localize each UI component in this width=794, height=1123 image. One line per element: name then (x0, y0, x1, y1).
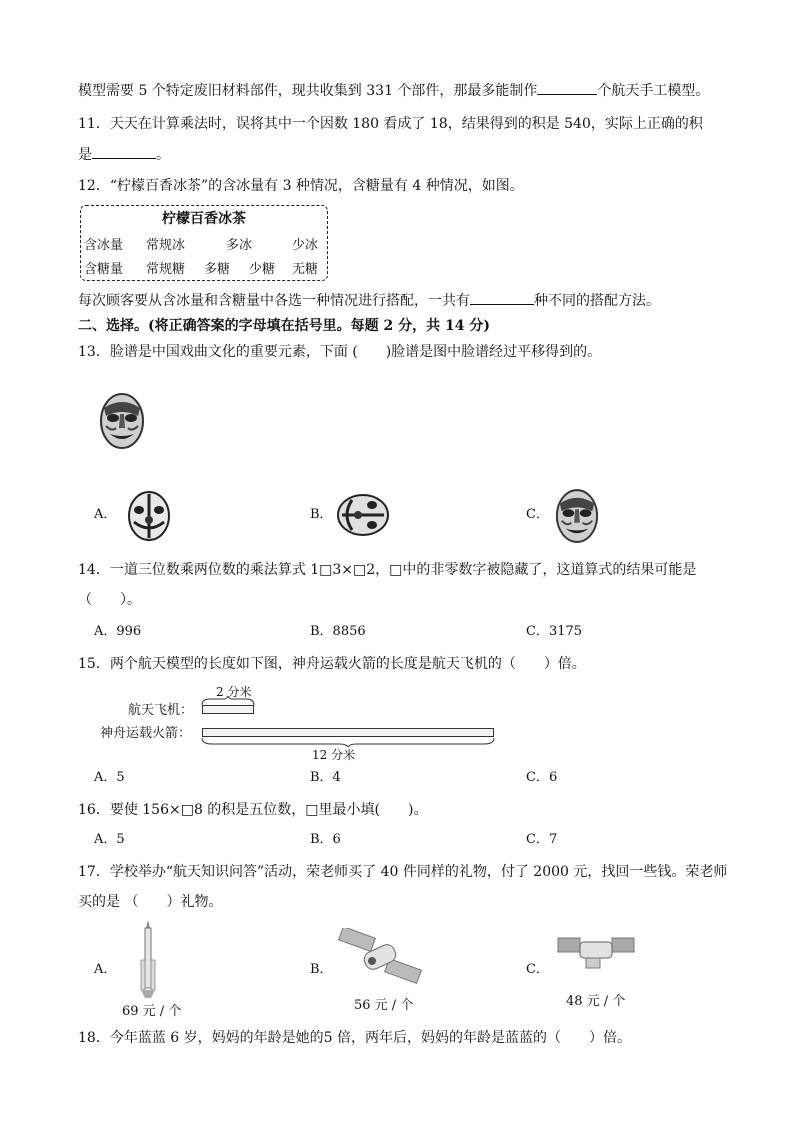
q11-answer-blank[interactable] (92, 144, 156, 159)
q12-ice-option: 多冰 (226, 238, 253, 253)
q12-sugar-label: 含糖量 (84, 262, 124, 277)
q15-rocket-label: 神舟运载火箭： (100, 726, 192, 741)
q15-stem: 15．两个航天模型的长度如下图，神舟运载火箭的长度是航天飞机的（ ）倍。 (78, 656, 586, 672)
q12-table-title: 柠檬百香冰茶 (162, 211, 246, 227)
q13-option-c-label[interactable]: C． (526, 507, 549, 522)
q12-flavor-table (80, 205, 328, 281)
q10-text: 模型需要 5 个特定废旧材料部件，现共收集到 331 个部件，那最多能制作 (78, 83, 538, 99)
q13-stem: 13．脸谱是中国戏曲文化的重要元素，下面 ( )脸谱是图中脸谱经过平移得到的。 (78, 344, 602, 360)
q17-option-a-label[interactable]: A． (94, 962, 117, 977)
q12-sugar-option: 无糖 (292, 262, 319, 277)
opera-mask-option-c-image[interactable] (554, 488, 600, 544)
q12-answer-blank[interactable] (470, 290, 534, 305)
q11-text-post: 。 (156, 147, 170, 163)
q11-text-pre: 是 (78, 147, 92, 163)
q18-stem: 18．今年蓝蓝 6 岁，妈妈的年龄是她的5 倍，两年后，妈妈的年龄是蓝蓝的（ ）倍。 (78, 1030, 631, 1046)
q17-option-c-label[interactable]: C． (526, 962, 549, 977)
q15-plane-bar (202, 705, 254, 714)
q15-option-b[interactable]: B．4 (310, 770, 341, 785)
q12-ice-option: 常规冰 (146, 238, 186, 253)
q15-rocket-length-label: 12 分米 (312, 748, 356, 762)
q17-option-b-label[interactable]: B． (310, 962, 333, 977)
q10-answer-blank[interactable] (537, 80, 597, 95)
q17-stem: 17．学校举办“航天知识问答”活动，荣老师买了 40 件同样的礼物，付了 2000 元，找回一些钱。荣老师 (78, 864, 728, 880)
opera-mask-option-b-image[interactable] (336, 492, 390, 538)
q17-price-c: 48 元 / 个 (566, 994, 626, 1009)
q12-line2 (78, 290, 660, 311)
q14-option-a[interactable]: A．996 (94, 624, 142, 639)
q13-option-a-label[interactable]: A． (94, 507, 117, 522)
q12-stem: 12．“柠檬百香冰茶”的含冰量有 3 种情况，含糖量有 4 种情况，如图。 (78, 178, 524, 194)
q14-option-b[interactable]: B．8856 (310, 624, 366, 639)
q12-text-pre: 每次顾客要从含冰量和含糖量中各选一种情况进行搭配，一共有 (78, 293, 470, 309)
opera-mask-option-a-image[interactable] (126, 490, 172, 542)
q12-text-post: 种不同的搭配方法。 (534, 293, 660, 309)
q16-stem: 16．要使 156×□8 的积是五位数，□里最小填( )。 (78, 802, 428, 818)
satellite-gift-image[interactable] (338, 928, 422, 984)
q16-option-c[interactable]: C．7 (526, 832, 558, 847)
rocket-gift-image[interactable] (138, 920, 158, 1002)
q12-sugar-option: 少糖 (249, 262, 276, 277)
q14-option-c[interactable]: C．3175 (526, 624, 583, 639)
space-station-gift-image[interactable] (556, 932, 636, 972)
q15-option-a[interactable]: A．5 (94, 770, 125, 785)
q17-price-b: 56 元 / 个 (354, 998, 414, 1013)
q11-stem: 11．天天在计算乘法时，误将其中一个因数 180 看成了 18，结果得到的积是 540，实际上正确的积 (78, 116, 703, 132)
q12-sugar-option: 多糖 (204, 262, 231, 277)
section-2-heading: 二、选择。(将正确答案的字母填在括号里。每题 2 分，共 14 分) (78, 318, 490, 334)
q17-stem-cont: 买的是 （ ）礼物。 (78, 894, 223, 910)
q16-option-b[interactable]: B．6 (310, 832, 341, 847)
q12-ice-option: 少冰 (292, 238, 319, 253)
q14-stem: 14．一道三位数乘两位数的乘法算式 1□3×□2，□中的非零数字被隐藏了，这道算式的结果可能是 (78, 562, 697, 578)
q16-option-a[interactable]: A．5 (94, 832, 125, 847)
q14-stem-cont: （ ）。 (78, 592, 141, 608)
q11-line2 (78, 144, 170, 165)
q15-rocket-bar (202, 728, 494, 737)
q15-plane-label: 航天飞机： (128, 703, 194, 718)
q15-plane-length-label: 2 分米 (216, 685, 252, 699)
q10-line (78, 80, 709, 101)
q12-ice-label: 含冰量 (84, 238, 124, 253)
q15-option-c[interactable]: C．6 (526, 770, 558, 785)
opera-mask-reference-image (98, 392, 146, 450)
q12-sugar-option: 常规糖 (146, 262, 186, 277)
q13-option-b-label[interactable]: B． (310, 507, 333, 522)
q17-price-a: 69 元 / 个 (122, 1004, 182, 1019)
q10-text-after: 个航天手工模型。 (597, 83, 710, 99)
